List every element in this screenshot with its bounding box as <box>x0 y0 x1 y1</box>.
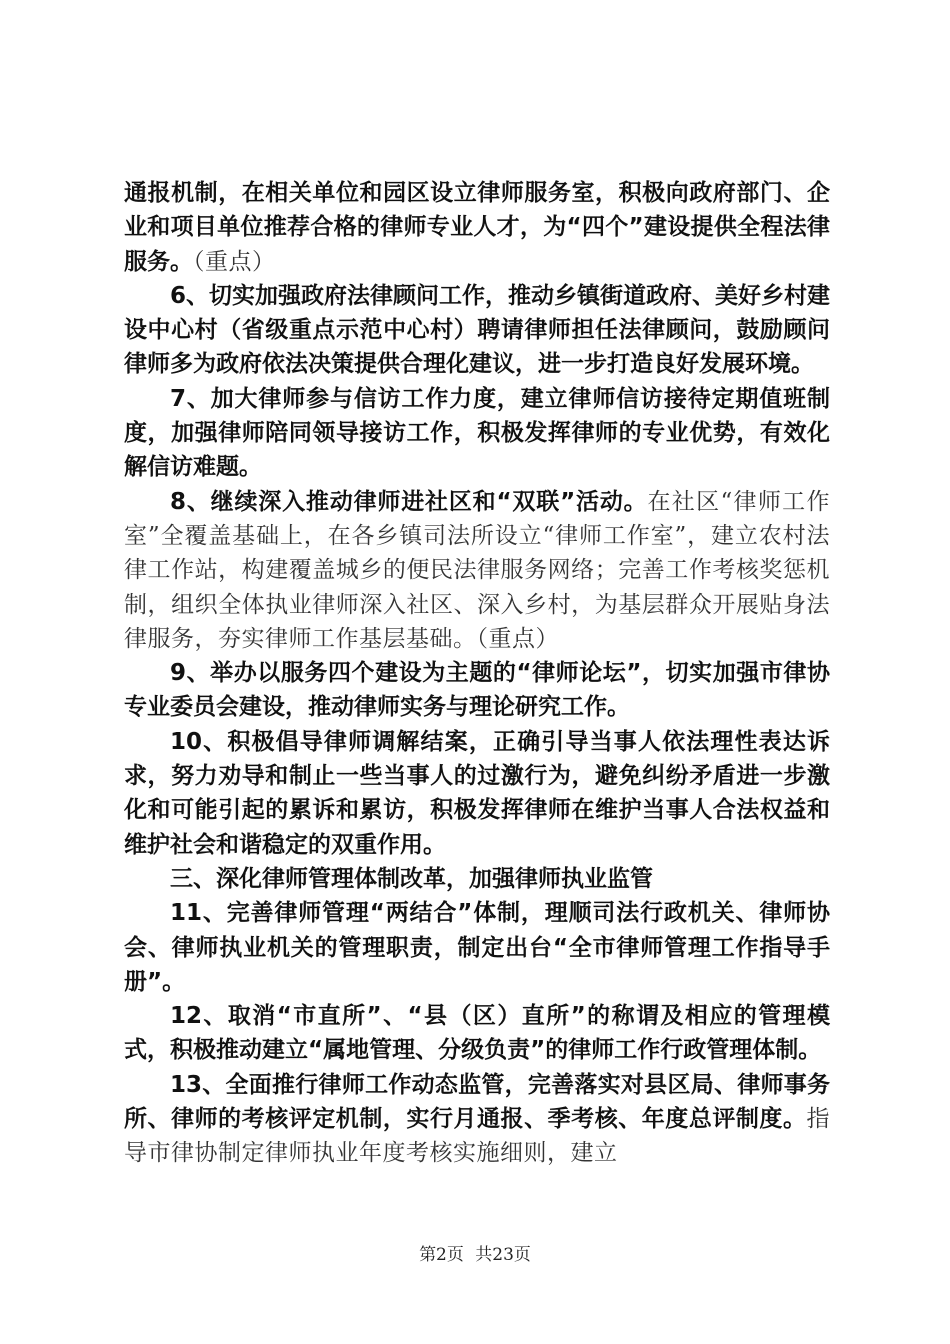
paragraph-text: 8、继续深入推动律师进社区和“双联”活动。 <box>170 488 648 515</box>
paragraph-text: 13、全面推行律师工作动态监管，完善落实对县区局、律师事务所、律师的考核评定机制，实行月通报、季考核、年度总评制度。 <box>124 1071 830 1133</box>
paragraph-text: 通报机制，在相关单位和园区设立律师服务室，积极向政府部门、企业和项目单位推荐合格的律师专业人才，为“四个”建设提供全程法律服务。 <box>124 180 830 275</box>
paragraph-item-12 <box>124 999 830 1068</box>
paragraph-text: 9、举办以服务四个建设为主题的“律师论坛”，切实加强市律协专业委员会建设，推动律师实务与理论研究工作。 <box>124 660 830 721</box>
paragraph-text: 11、完善律师管理“两结合”体制，理顺司法行政机关、律师协会、律师执业机关的管理职责，制定出台“全市律师管理工作指导手册”。 <box>124 900 830 995</box>
section-heading <box>124 862 830 896</box>
paragraph-item-7 <box>124 382 830 485</box>
paragraph-text: 7、加大律师参与信访工作力度，建立律师信访接待定期值班制度，加强律师陪同领导接访工作，积极发挥律师的专业优势，有效化解信访难题。 <box>124 385 830 481</box>
paragraph-text: 6、切实加强政府法律顾问工作，推动乡镇街道政府、美好乡村建设中心村（省级重点示范中心村）聘请律师担任法律顾问，鼓励顾问律师多为政府依法决策提供合理化建议，进一步打造良好发展环境。 <box>124 282 831 378</box>
paragraph-continuation <box>124 176 830 279</box>
document-body <box>124 176 830 1171</box>
page-footer <box>0 1240 950 1265</box>
paragraph-item-8 <box>124 485 830 656</box>
paragraph-text: 10、积极倡导律师调解结案，正确引导当事人依法理性表达诉求，努力劝导和制止一些当事人的过激行为，避免纠纷矛盾进一步激化和可能引起的累诉和累访，积极发挥律师在维护当事人合法权益和维护社会和谐稳定的双重作用。 <box>124 728 830 858</box>
page-number: 第2页 <box>419 1245 464 1265</box>
paragraph-tail: （重点） <box>193 248 276 275</box>
section-heading-text: 三、深化律师管理体制改革，加强律师执业监管 <box>170 865 653 892</box>
paragraph-text: 12、取消“市直所”、“县（区）直所”的称谓及相应的管理模式，积极推动建立“属地管理、分级负责”的律师工作行政管理体制。 <box>124 1003 830 1064</box>
paragraph-item-6 <box>124 279 830 382</box>
paragraph-item-13 <box>124 1068 830 1171</box>
paragraph-item-10 <box>124 725 830 862</box>
paragraph-tail: 在社区“律师工作室”全覆盖基础上，在各乡镇司法所设立“律师工作室”，建立农村法律工作站，构建覆盖城乡的便民法律服务网络；完善工作考核奖惩机制，组织全体执业律师深入社区、深入乡村，为基层群众开展贴身法律服务，夯实律师工作基层基础。（重点） <box>124 488 830 652</box>
page-total: 共23页 <box>475 1245 531 1265</box>
paragraph-item-9 <box>124 656 830 725</box>
paragraph-tail: 指导市律协制定律师执业年度考核实施细则，建立 <box>124 1106 830 1167</box>
paragraph-item-11 <box>124 896 830 999</box>
